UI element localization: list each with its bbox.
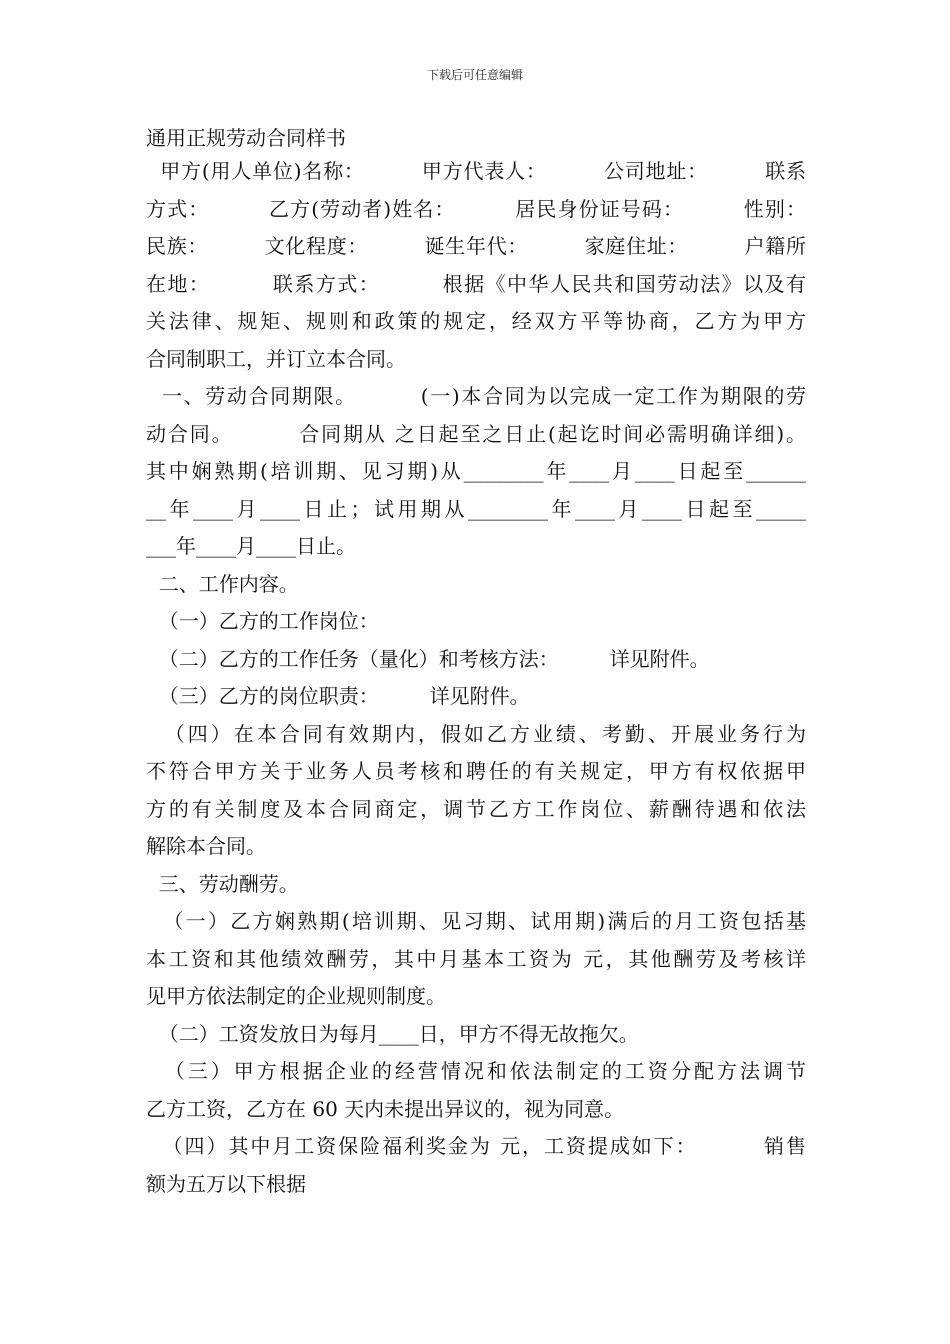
body-line: （二）乙方的工作任务（量化）和考核方法： 详见附件。 xyxy=(146,646,710,671)
body-line: 方的有关制度及本合同商定，调节乙方工作岗位、薪酬待遇和依法 xyxy=(146,796,806,821)
body-line: 乙方工资，乙方在 60 天内未提出异议的，视为同意。 xyxy=(146,1096,625,1121)
body-line: （二）工资发放日为每月____日，甲方不得无故拖欠。 xyxy=(146,1021,639,1046)
body-line: （一）乙方娴熟期(培训期、见习期、试用期)满后的月工资包括基 xyxy=(146,909,806,933)
body-line: __年____月____日止；试用期从________年____月____日起至_____ xyxy=(146,496,806,521)
body-line: （四）在本合同有效期内，假如乙方业绩、考勤、开展业务行为 xyxy=(146,721,806,746)
contract-body xyxy=(146,153,806,1203)
body-line: （一）乙方的工作岗位： xyxy=(146,609,379,633)
body-line: 解除本合同。 xyxy=(146,834,266,858)
body-line: 关法律、规矩、规则和政策的规定，经双方平等协商，乙方为甲方 xyxy=(146,309,806,333)
page-header-note: 下载后可任意编辑 xyxy=(426,68,523,82)
body-line: 甲方(用人单位)名称： 甲方代表人： 公司地址： 联系 xyxy=(146,159,806,183)
body-line: 不符合甲方关于业务人员考核和聘任的有关规定，甲方有权依据甲 xyxy=(146,759,806,783)
body-line: 在地： 联系方式： 根据《中华人民共和国劳动法》以及有 xyxy=(146,271,806,296)
body-line: 本工资和其他绩效酬劳，其中月基本工资为 元，其他酬劳及考核详 xyxy=(146,946,806,971)
body-line: 二、工作内容。 xyxy=(146,571,299,596)
body-line: 见甲方依法制定的企业规则制度。 xyxy=(146,984,446,1008)
body-line: 合同制职工，并订立本合同。 xyxy=(146,346,406,371)
body-line: （四）其中月工资保险福利奖金为 元，工资提成如下： 销售 xyxy=(146,1134,806,1158)
body-line: 方式： 乙方(劳动者)姓名： 居民身份证号码： 性别： xyxy=(146,196,806,221)
body-line: 三、劳动酬劳。 xyxy=(146,871,299,896)
body-line: 民族： 文化程度： 诞生年代： 家庭住址： 户籍所 xyxy=(146,234,806,258)
body-line: 额为五万以下根据 xyxy=(146,1171,306,1196)
body-line: 一、劳动合同期限。 (一)本合同为以完成一定工作为期限的劳 xyxy=(146,384,806,408)
body-line: ___年____月____日止。 xyxy=(146,534,356,558)
body-line: 动合同。 合同期从 之日起至之日止(起讫时间必需明确详细)。 xyxy=(146,421,806,446)
body-line: （三）乙方的岗位职责： 详见附件。 xyxy=(146,684,530,708)
body-line: （三）甲方根据企业的经营情况和依法制定的工资分配方法调节 xyxy=(146,1059,806,1083)
document-title: 通用正规劳动合同样书 xyxy=(146,126,346,150)
body-line: 其中娴熟期(培训期、见习期)从________年____月____日起至______ xyxy=(146,459,806,483)
